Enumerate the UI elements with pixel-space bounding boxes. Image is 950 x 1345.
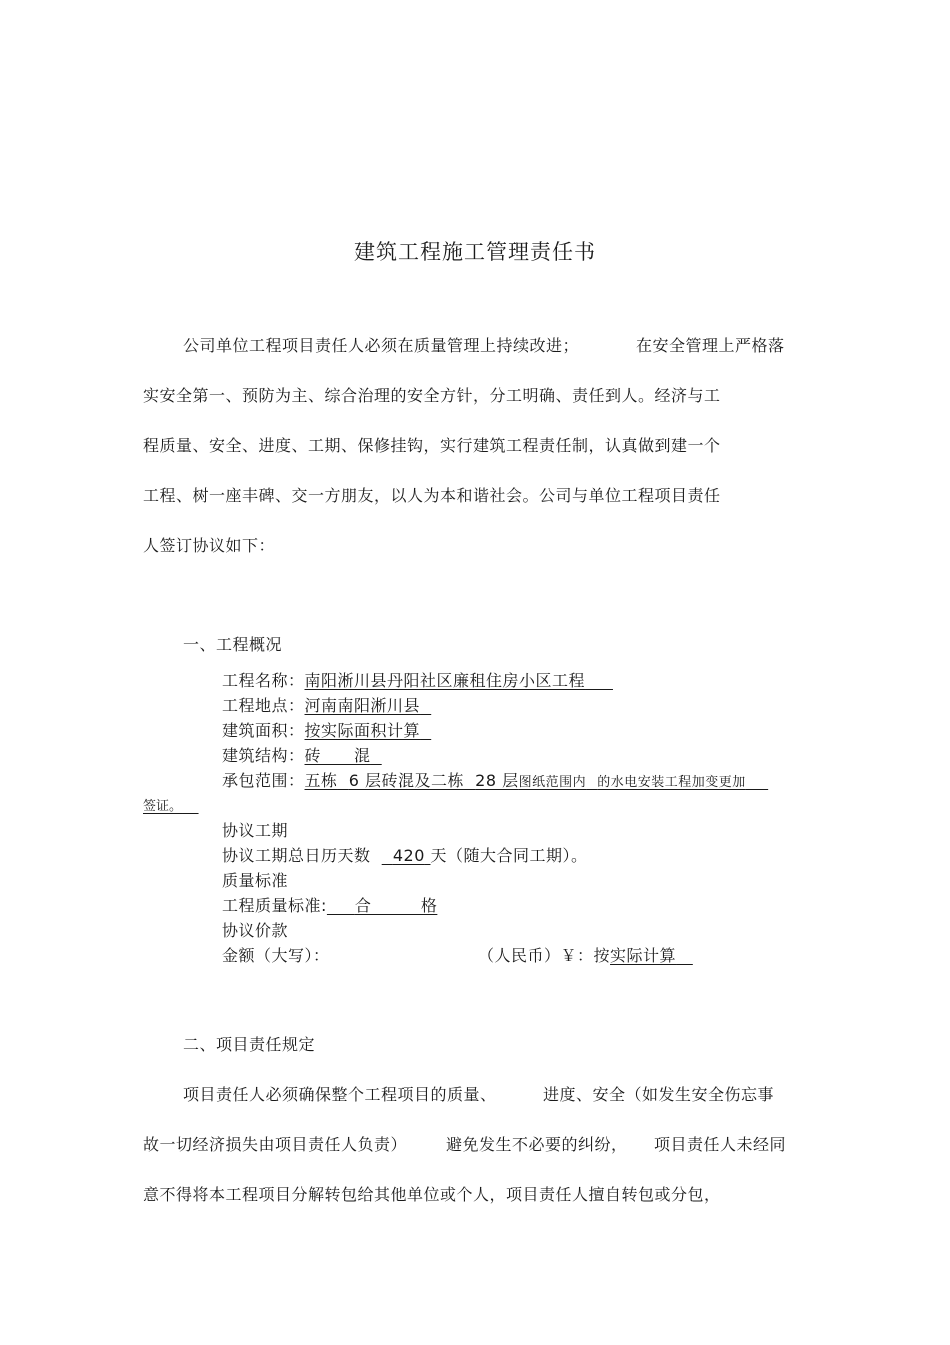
location-row xyxy=(222,693,431,716)
intro-line-1a: 公司单位工程项目责任人必须在质量管理上持续改进； xyxy=(183,336,580,355)
section2-line-1a: 项目责任人必须确保整个工程项目的质量、 xyxy=(183,1085,497,1104)
price-heading: 协议价款 xyxy=(222,921,289,940)
scope-value-a: 五栋 xyxy=(304,771,338,790)
location-value: 河南南阳淅川县 xyxy=(304,696,421,715)
area-row xyxy=(222,718,431,741)
section2-line-2c: 项目责任人未经同 xyxy=(654,1135,787,1154)
scope-label: 承包范围： xyxy=(222,771,305,790)
intro-line-5: 人签订协议如下： xyxy=(143,536,276,555)
project-name-label: 工程名称： xyxy=(222,671,305,690)
area-value: 按实际面积计算 xyxy=(304,721,421,740)
period-days: 420 xyxy=(392,846,425,865)
section2-heading: 二、项目责任规定 xyxy=(183,1035,316,1054)
period-heading: 协议工期 xyxy=(222,821,289,840)
project-name-value: 南阳淅川县丹阳社区廉租住房小区工程 xyxy=(304,671,586,690)
area-label: 建筑面积： xyxy=(222,721,305,740)
scope-line-2 xyxy=(143,795,199,814)
document-title: 建筑工程施工管理责任书 xyxy=(354,240,596,264)
quality-value: 合 格 xyxy=(354,896,438,915)
structure-value: 砖 混 xyxy=(304,746,371,765)
quality-row xyxy=(222,893,437,916)
intro-line-4: 工程、树一座丰碑、交一方朋友，以人为本和谐社会。公司与单位工程项目责任 xyxy=(143,486,721,505)
rmb-label: （人民币）￥： xyxy=(478,946,594,965)
scope-value-e: 的水电安装工程加变更加 xyxy=(597,775,746,790)
rmb-value: 实际计算 xyxy=(610,946,677,965)
scope-row xyxy=(222,768,768,791)
section2-line-1b: 进度、安全（如发生安全伤忘事 xyxy=(543,1085,775,1104)
rmb-row xyxy=(478,943,693,966)
period-row xyxy=(222,843,588,866)
scope-line-2-text: 签证。 xyxy=(143,799,183,814)
quality-heading: 质量标准 xyxy=(222,871,289,890)
project-name-row xyxy=(222,668,613,691)
intro-line-2: 实安全第一、预防为主、综合治理的安全方针，分工明确、责任到人。经济与工 xyxy=(143,386,721,405)
structure-row xyxy=(222,743,382,766)
rmb-value-prefix: 按 xyxy=(593,946,611,965)
section2-line-3: 意不得将本工程项目分解转包给其他单位或个人，项目责任人擅自转包或分包， xyxy=(143,1185,721,1204)
period-label: 协议工期总日历天数 xyxy=(222,846,371,865)
intro-line-1b: 在安全管理上严格落 xyxy=(636,336,785,355)
section2-line-2b: 避免发生不必要的纠纷， xyxy=(446,1135,628,1154)
location-label: 工程地点： xyxy=(222,696,305,715)
intro-line-3: 程质量、安全、进度、工期、保修挂钩，实行建筑工程责任制，认真做到建一个 xyxy=(143,436,721,455)
section2-line-2a: 故一切经济损失由项目责任人负责） xyxy=(143,1135,408,1154)
structure-label: 建筑结构： xyxy=(222,746,305,765)
scope-value-d: 图纸范围内 xyxy=(518,775,587,790)
scope-value-b: 6 层砖混及二栋 xyxy=(348,771,464,790)
period-suffix: 天（随大合同工期）。 xyxy=(430,846,588,865)
scope-value-c: 28 层 xyxy=(475,771,519,790)
quality-label: 工程质量标准: xyxy=(222,896,327,915)
section1-heading: 一、工程概况 xyxy=(183,635,283,654)
amount-label: 金额（大写）： xyxy=(222,946,330,965)
